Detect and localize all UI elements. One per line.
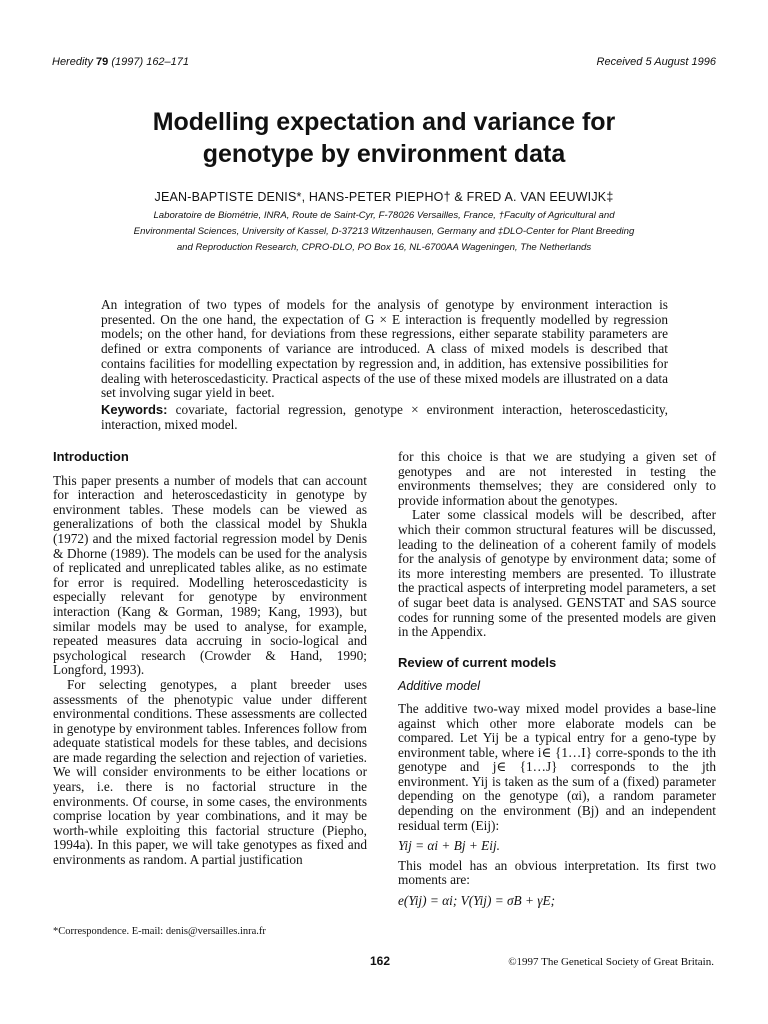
- keywords-text: covariate, factorial regression, genotype × environment interaction, heteroscedasticity, interaction, mixed model.: [101, 402, 668, 432]
- intro-paragraph-1: This paper presents a number of models that can account for interaction and heteroscedasticity in genotype by environment tables. These models can be viewed as generalizations of both the classical model by Shukla (1972) and the mixed factorial regression model by Denis & Dhorne (1989). The models can be used for the analysis of replicated and unreplicated tables alike, as no estimate for error is required. Modelling heteroscedasticity is especially relevant for genotype by environment interaction (Kang & Gorman, 1989; Kang, 1993), but similar models may be used to analyse, for example, repeated measures data accruing in socio-logical and psychological research (Crowder & Hand, 1990; Longford, 1993).: [53, 472, 367, 678]
- and-word: and: [629, 594, 649, 610]
- correspondence-footnote: *Correspondence. E-mail: denis@versailles.inra.fr: [53, 926, 266, 937]
- sas-name: SAS: [652, 594, 677, 610]
- review-paragraph-1: The additive two-way mixed model provides a base-line against which other more elaborate models can be compared. Let Yij be a typical entry for a geno-type by environment table, where i∈ {1…I} corre-sponds to the ith genotype and j∈ {1…J} corresponds to the jth environment. Yij is taken as the sum of a (fixed) parameter depending on the genotype (αi), a random parameter depending on the environment (Bj) and an independent residual term (Eij):: [398, 700, 716, 833]
- introduction-heading: Introduction: [53, 449, 129, 464]
- journal-volume: 79: [96, 56, 109, 68]
- intro-paragraph-4-text: Later some classical models will be described, after which their common structural features will be discussed, leading to the delineation of a coherent family of models for the analysis of genotype by environment data; some of its more interesting members are presented. To illustrate the practical aspects of interpreting model parameters, a set of sugar beet data is analysed.: [398, 507, 716, 610]
- intro-paragraph-4: [398, 508, 716, 639]
- journal-name: Heredity: [52, 56, 93, 68]
- intro-paragraph-4-end: source codes for running some of the presented models are given in the Appendix.: [398, 594, 717, 640]
- journal-pages: (1997) 162–171: [111, 56, 190, 68]
- page-number: 162: [370, 954, 391, 968]
- received-date: Received 5 August 1996: [596, 56, 716, 68]
- intro-paragraph-3: for this choice is that we are studying a given set of genotypes and are not interested in testing the environments themselves; they are considered only to provide information about the genotypes.: [398, 449, 716, 508]
- affiliation: [92, 208, 676, 256]
- equation-2: e(Yij) = αi; V(Yij) = σB + γE;: [398, 893, 556, 909]
- abstract: An integration of two types of models for the analysis of genotype by environment interaction is presented. On the one hand, the expectation of G × E interaction is frequently modelled by regression models; on the other hand, for deviations from these regressions, either separate stability parameters are defined or extra components of variance are introduced. A class of mixed models is described that contains facilities for modelling expectation by regression and, in addition, has extensive possibilities for dealing with heteroscedasticity. Practical aspects of the use of these mixed models are illustrated on a data set involving sugar yield in beet.: [101, 297, 668, 401]
- intro-paragraph-2: For selecting genotypes, a plant breeder uses assessments of the phenotypic value under different environmental conditions. These assessments are collected in genotype by environment tables. Inferences follow from adequate statistical models for these tables, and decisions are made regarding the selection and rejection of varieties. We will consider environments to be either locations or years, i.e. there is no factorial structure in the environments. Of course, in some cases, the environments comprise location by year combinations, and it may be worth-while exploiting this factorial structure (Piepho, 1994a). In this paper, we will take genotypes as fixed and environments as random. A partial justification: [53, 676, 367, 868]
- right-column: [398, 450, 716, 914]
- affiliation-line-1: Laboratoire de Biométrie, INRA, Route de Saint-Cyr, F-78026 Versailles, France, †Faculty of Agricultural and: [153, 210, 615, 221]
- paper-title: [60, 106, 708, 170]
- left-column: [53, 450, 367, 868]
- title-line-1: Modelling expectation and variance for: [152, 108, 616, 136]
- affiliation-line-2: Environmental Sciences, University of Kassel, D-37213 Witzenhausen, Germany and ‡DLO-Center for Plant Breeding: [133, 226, 635, 237]
- copyright: ©1997 The Genetical Society of Great Britain.: [508, 956, 714, 968]
- additive-model-subheading: Additive model: [398, 679, 480, 694]
- equation-1: Yij = αi + Bj + Eij.: [398, 838, 500, 854]
- journal-citation: [52, 56, 189, 68]
- title-line-2: genotype by environment data: [202, 140, 566, 168]
- affiliation-line-3: and Reproduction Research, CPRO-DLO, PO Box 16, NL-6700AA Wageningen, The Netherlands: [176, 242, 592, 253]
- authors: JEAN-BAPTISTE DENIS*, HANS-PETER PIEPHO† & FRED A. VAN EEUWIJK‡: [154, 190, 614, 204]
- review-paragraph-2: This model has an obvious interpretation. Its first two moments are:: [398, 857, 716, 888]
- review-heading: Review of current models: [398, 654, 557, 670]
- keywords: [101, 402, 668, 432]
- keywords-label: Keywords:: [101, 402, 168, 417]
- genstat-name: GENSTAT: [566, 594, 625, 610]
